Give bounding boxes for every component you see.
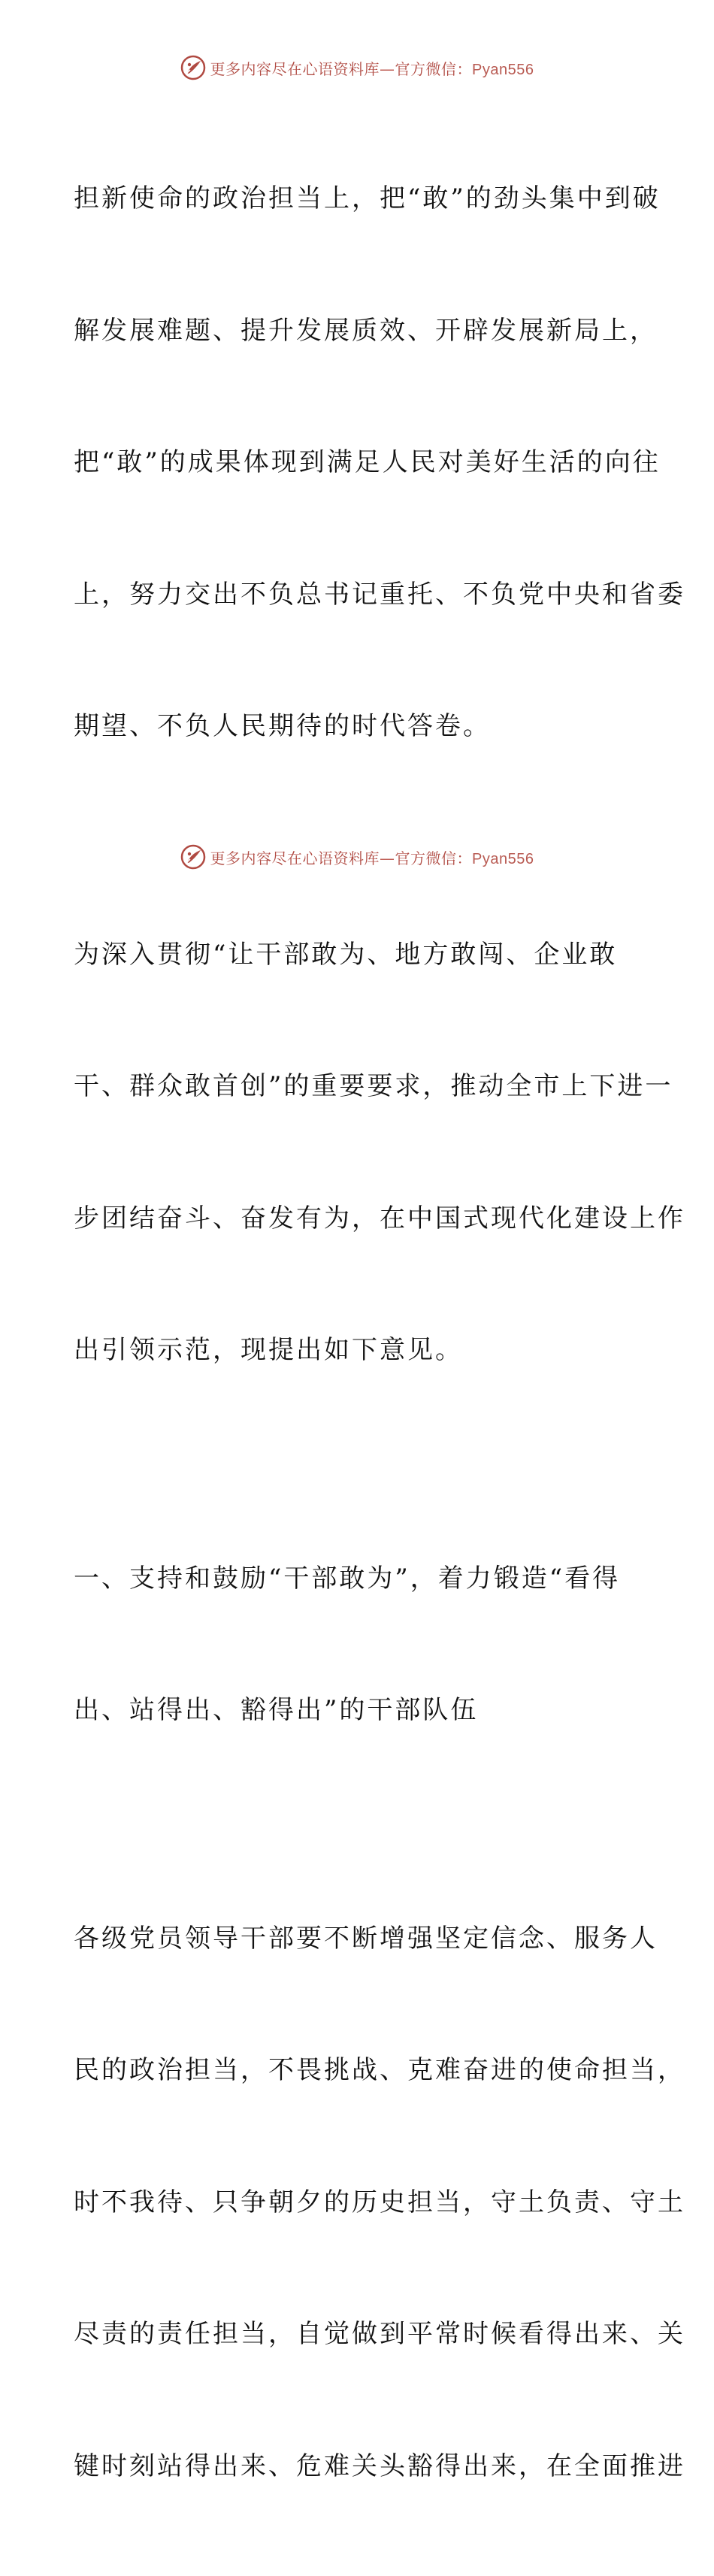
text-line: 出、站得出、豁得出”的干部队伍 [74, 1688, 645, 1733]
paragraph-3 [74, 1829, 645, 2576]
text-line: 把“敢”的成果体现到满足人民对美好生活的向往 [74, 440, 645, 485]
watermark-wechat-label: 官方微信： [395, 60, 473, 78]
watermark-header [0, 53, 714, 83]
text-line: 步团结奋斗、奋发有为，在中国式现代化建设上作 [74, 1197, 645, 1241]
text-line: 键时刻站得出来、危难关头豁得出来，在全面推进 [74, 2444, 645, 2489]
text-line: 时不我待、只争朝夕的历史担当，守土负责、守土 [74, 2181, 645, 2225]
text-line: 各级党员领导干部要不断增强坚定信念、服务人 [74, 1917, 645, 1961]
watermark-dash: — [380, 849, 395, 867]
text-line: 尽责的责任担当，自觉做到平常时候看得出来、关 [74, 2312, 645, 2357]
quill-seal-icon [180, 55, 206, 80]
watermark-footer [0, 842, 714, 872]
watermark-text [210, 57, 534, 79]
text-line: 民的政治担当，不畏挑战、克难奋进的使命担当， [74, 2048, 645, 2093]
text-line: 期望、不负人民期待的时代答卷。 [74, 704, 645, 749]
text-line: 为深入贯彻“让干部敢为、地方敢闯、企业敢 [74, 933, 645, 977]
text-line: 担新使命的政治担当上，把“敢”的劲头集中到破 [74, 177, 645, 221]
watermark-wechat-label: 官方微信： [395, 849, 473, 867]
watermark-main: 更多内容尽在心语资料库 [210, 60, 380, 78]
text-line: 解发展难题、提升发展质效、开辟发展新局上， [74, 309, 645, 353]
text-line: 出引领示范，现提出如下意见。 [74, 1328, 645, 1373]
watermark-wechat-id: Pyan556 [472, 62, 534, 78]
watermark-wechat-id: Pyan556 [472, 851, 534, 867]
paragraph-2 [74, 845, 645, 1461]
section-heading-1 [74, 1469, 645, 1821]
paragraph-1 [74, 89, 645, 837]
document-body [74, 89, 645, 2576]
watermark-dash: — [380, 60, 395, 78]
watermark-text [210, 846, 534, 868]
text-line: 一、支持和鼓励“干部敢为”，着力锻造“看得 [74, 1557, 645, 1601]
watermark-main: 更多内容尽在心语资料库 [210, 849, 380, 867]
text-line: 干、群众敢首创”的重要要求，推动全市上下进一 [74, 1064, 645, 1109]
text-line: 上，努力交出不负总书记重托、不负党中央和省委 [74, 573, 645, 617]
quill-seal-icon [180, 844, 206, 870]
